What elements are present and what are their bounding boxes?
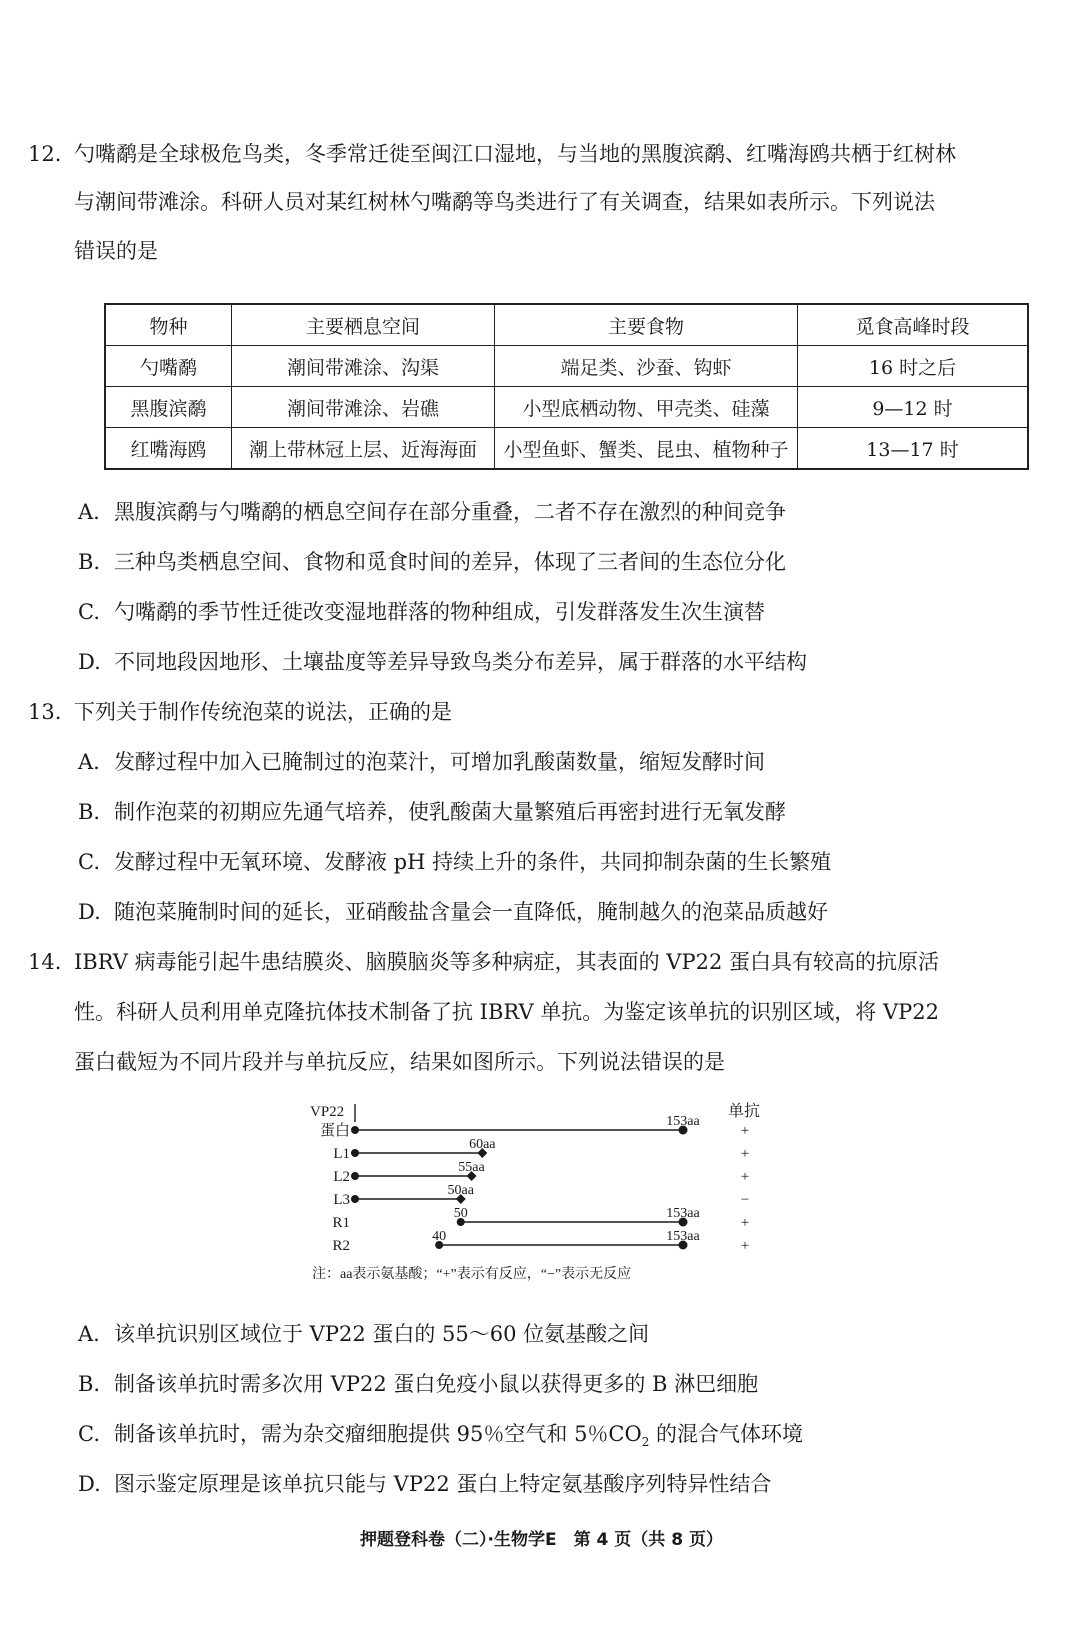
fragment-name-label: R1 xyxy=(332,1215,350,1231)
q13-stem-line-1: 下列关于制作传统泡菜的说法，正确的是 xyxy=(74,700,452,724)
q12-option-d[interactable] xyxy=(78,648,807,676)
fragment-end-label: 153aa xyxy=(666,1206,700,1221)
q14-stem-line-1: IBRV 病毒能引起牛患结膜炎、脑膜脑炎等多种病症，其表面的 VP22 蛋白具有较高的抗原活 xyxy=(74,950,939,974)
fragment-end-label: 55aa xyxy=(458,1160,485,1175)
option-label: D. xyxy=(78,650,101,674)
q13-option-a[interactable] xyxy=(78,748,765,776)
table-cell: 红嘴海鸥 xyxy=(105,428,232,470)
q14-option-a[interactable] xyxy=(78,1320,649,1348)
fragment-start-dot xyxy=(351,1172,359,1180)
reaction-result: + xyxy=(740,1146,750,1162)
fragment-name-label: R2 xyxy=(332,1238,350,1254)
option-label: B. xyxy=(78,1372,101,1396)
q12-option-b[interactable] xyxy=(78,548,786,576)
option-text: 该单抗识别区域位于 VP22 蛋白的 55～60 位氨基酸之间 xyxy=(114,1322,650,1346)
reaction-result: + xyxy=(740,1238,750,1254)
fragment-end-label: 50aa xyxy=(447,1183,474,1198)
table-row xyxy=(105,387,1028,428)
q12-stem-line-3: 错误的是 xyxy=(74,239,158,263)
fragment-start-dot xyxy=(351,1195,359,1203)
option-text-tail: 的混合气体环境 xyxy=(649,1422,804,1446)
q14-stem-line-2: 性。科研人员利用单克隆抗体技术制备了抗 IBRV 单抗。为鉴定该单抗的识别区域，将 VP22 xyxy=(74,1000,939,1024)
question-number-12: 12. xyxy=(28,142,62,166)
option-text: 制作泡菜的初期应先通气培养，使乳酸菌大量繁殖后再密封进行无氧发酵 xyxy=(114,800,786,824)
diagram-header-left: VP22 xyxy=(310,1104,345,1120)
fragment-start-dot xyxy=(351,1126,359,1134)
option-text: 黑腹滨鹬与勺嘴鹬的栖息空间存在部分重叠，二者不存在激烈的种间竞争 xyxy=(114,500,786,524)
table-cell: 13—17 时 xyxy=(798,428,1029,470)
q14-stem-line-3: 蛋白截短为不同片段并与单抗反应，结果如图所示。下列说法错误的是 xyxy=(74,1050,725,1074)
option-text: 不同地段因地形、土壤盐度等差异导致鸟类分布差异，属于群落的水平结构 xyxy=(114,650,807,674)
table-header-cell: 觅食高峰时段 xyxy=(798,304,1029,346)
q13-option-c[interactable] xyxy=(78,848,831,876)
fragment-name-label: 蛋白 xyxy=(319,1123,350,1139)
reaction-result: + xyxy=(740,1169,750,1185)
option-text: 图示鉴定原理是该单抗只能与 VP22 蛋白上特定氨基酸序列特异性结合 xyxy=(114,1472,772,1496)
table-cell: 小型底栖动物、甲壳类、硅藻 xyxy=(495,387,798,428)
question-number-13: 13. xyxy=(28,700,62,724)
q14-option-c[interactable] xyxy=(78,1420,803,1456)
table-cell: 潮间带滩涂、沟渠 xyxy=(232,346,495,387)
q12-option-a[interactable] xyxy=(78,498,786,526)
diagram-header-right: 单抗 xyxy=(728,1103,761,1120)
reaction-result: + xyxy=(740,1123,750,1139)
reaction-result: − xyxy=(740,1192,750,1208)
subscript-2: 2 xyxy=(641,1435,650,1450)
option-text: 制备该单抗时，需为杂交瘤细胞提供 95％空气和 5％CO xyxy=(114,1422,642,1446)
q13-option-b[interactable] xyxy=(78,798,786,826)
fragment-name-label: L3 xyxy=(333,1192,350,1208)
q12-stem-line-1: 勺嘴鹬是全球极危鸟类，冬季常迁徙至闽江口湿地，与当地的黑腹滨鹬、红嘴海鸥共栖于红树林 xyxy=(74,142,956,166)
fragment-name-label: L1 xyxy=(333,1146,350,1162)
option-label: A. xyxy=(78,1322,100,1346)
q12-option-c[interactable] xyxy=(78,598,765,626)
fragment-end-label: 153aa xyxy=(666,1114,700,1129)
option-label: C. xyxy=(78,850,100,874)
table-cell: 9—12 时 xyxy=(798,387,1029,428)
option-text: 随泡菜腌制时间的延长，亚硝酸盐含量会一直降低，腌制越久的泡菜品质越好 xyxy=(114,900,828,924)
table-header-cell: 主要栖息空间 xyxy=(232,304,495,346)
reaction-result: + xyxy=(740,1215,750,1231)
table-row xyxy=(105,428,1028,470)
option-text: 发酵过程中加入已腌制过的泡菜汁，可增加乳酸菌数量，缩短发酵时间 xyxy=(114,750,765,774)
table-header-cell: 物种 xyxy=(105,304,232,346)
fragment-end-label: 60aa xyxy=(469,1137,496,1152)
q13-option-d[interactable] xyxy=(78,898,828,926)
fragment-start-label: 40 xyxy=(432,1229,447,1244)
option-label: A. xyxy=(78,500,100,524)
fragment-start-dot xyxy=(351,1149,359,1157)
q12-stem-line-2: 与潮间带滩涂。科研人员对某红树林勺嘴鹬等鸟类进行了有关调查，结果如表所示。下列说法 xyxy=(74,190,935,214)
table-cell: 端足类、沙蚕、钩虾 xyxy=(495,346,798,387)
table-cell: 潮上带林冠上层、近海海面 xyxy=(232,428,495,470)
table-cell: 小型鱼虾、蟹类、昆虫、植物种子 xyxy=(495,428,798,470)
table-row xyxy=(105,346,1028,387)
page-footer: 押题登科卷（二）·生物学E 第 4 页（共 8 页） xyxy=(360,1530,723,1550)
table-header-row xyxy=(105,304,1028,346)
option-label: C. xyxy=(78,600,100,624)
species-table xyxy=(104,303,1029,470)
table-header-cell: 主要食物 xyxy=(495,304,798,346)
fragment-end-label: 153aa xyxy=(666,1229,700,1244)
option-text: 三种鸟类栖息空间、食物和觅食时间的差异，体现了三者间的生态位分化 xyxy=(114,550,786,574)
option-text: 发酵过程中无氧环境、发酵液 pH 持续上升的条件，共同抑制杂菌的生长繁殖 xyxy=(114,850,832,874)
fragment-name-label: L2 xyxy=(333,1169,350,1185)
diagram-note: 注：aa表示氨基酸；“+”表示有反应，“−”表示无反应 xyxy=(312,1267,632,1282)
table-cell: 勺嘴鹬 xyxy=(105,346,232,387)
option-text: 制备该单抗时需多次用 VP22 蛋白免疫小鼠以获得更多的 B 淋巴细胞 xyxy=(114,1372,759,1396)
q14-option-b[interactable] xyxy=(78,1370,758,1398)
option-label: C. xyxy=(78,1422,100,1446)
table-cell: 16 时之后 xyxy=(798,346,1029,387)
option-label: B. xyxy=(78,800,101,824)
fragment-start-label: 50 xyxy=(453,1206,468,1221)
option-text: 勺嘴鹬的季节性迁徙改变湿地群落的物种组成，引发群落发生次生演替 xyxy=(114,600,765,624)
vp22-fragment-diagram xyxy=(310,1100,790,1289)
question-number-14: 14. xyxy=(28,950,62,974)
table-cell: 黑腹滨鹬 xyxy=(105,387,232,428)
q14-option-d[interactable] xyxy=(78,1470,771,1498)
diagram-svg xyxy=(310,1100,790,1285)
option-label: B. xyxy=(78,550,101,574)
table-cell: 潮间带滩涂、岩礁 xyxy=(232,387,495,428)
option-label: D. xyxy=(78,1472,101,1496)
option-label: D. xyxy=(78,900,101,924)
option-label: A. xyxy=(78,750,100,774)
